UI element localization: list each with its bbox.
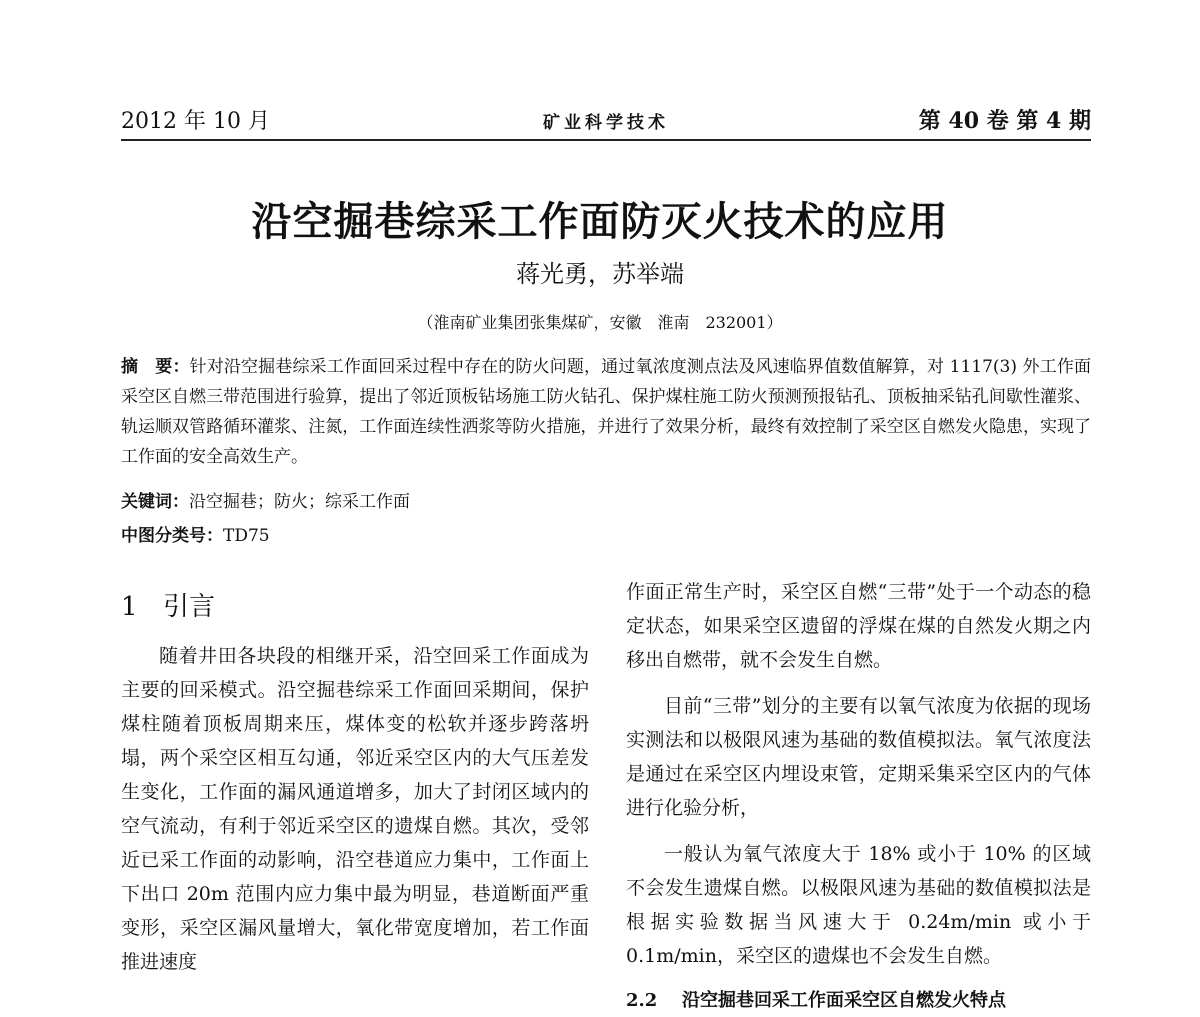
section-number: 1	[121, 592, 138, 622]
author-affiliation: （淮南矿业集团张集煤矿，安徽 淮南 232001）	[417, 313, 783, 332]
paper-title: 沿空掘巷综采工作面防灭火技术的应用	[251, 198, 949, 245]
keywords-text: 沿空掘巷；防火；综采工作面	[189, 492, 410, 512]
right-paragraph-3: 一般认为氧气浓度大于 18% 或小于 10% 的区域不会发生遗煤自燃。以极限风速为基础的数值模拟法是根据实验数据当风速大于 0.24m/min 或小于 0.1m/min，采空区的遗煤也不会发生自燃。	[626, 843, 1091, 967]
header-divider	[121, 139, 1091, 141]
subsection-heading	[626, 985, 1091, 1017]
paper-authors: 蒋光勇，苏举端	[516, 260, 684, 288]
header-journal: 矿业科学技术	[543, 113, 669, 133]
abstract-block	[121, 352, 1091, 472]
section-title: 引言	[163, 592, 216, 622]
right-paragraph-2: 目前“三带”划分的主要有以氧气浓度为依据的现场实测法和以极限风速为基础的数值模拟法。氧气浓度法是通过在采空区内埋设束管，定期采集采空区内的气体进行化验分析，	[626, 695, 1091, 819]
keywords-line	[121, 487, 1091, 512]
keywords-label: 关键词：	[121, 492, 189, 512]
abstract-label: 摘 要：	[121, 357, 190, 377]
subsection-number: 2.2	[626, 990, 658, 1011]
classification-label: 中图分类号：	[121, 526, 223, 546]
header-issue: 第 40 卷 第 4 期	[918, 108, 1091, 134]
right-paragraph-1: 作面正常生产时，采空区自燃“三带”处于一个动态的稳定状态，如果采空区遗留的浮煤在煤的自然发火期之内移出自燃带，就不会发生自燃。	[626, 581, 1091, 671]
left-column	[121, 585, 589, 991]
right-column	[626, 575, 1091, 1017]
header-date: 2012 年 10 月	[121, 109, 270, 134]
section-paragraph: 随着井田各块段的相继开采，沿空回采工作面成为主要的回采模式。沿空掘巷综采工作面回采期间，保护煤柱随着顶板周期来压，煤体变的松软并逐步跨落坍塌，两个采空区相互勾通，邻近采空区内的大气压差发生变化，工作面的漏风通道增多，加大了封闭区域内的空气流动，有利于邻近采空区的遗煤自燃。其次，受邻近已采工作面的动影响，沿空巷道应力集中，工作面上下出口 20m 范围内应力集中最为明显，巷道断面严重变形，采空区漏风量增大，氧化带宽度增加，若工作面推进速度	[121, 645, 589, 973]
section-heading	[121, 585, 589, 629]
running-header	[121, 104, 1091, 138]
classification-line	[121, 521, 1091, 546]
subsection-title: 沿空掘巷回采工作面采空区自燃发火特点	[682, 990, 1006, 1011]
classification-text: TD75	[223, 526, 270, 546]
abstract-text: 针对沿空掘巷综采工作面回采过程中存在的防火问题，通过氧浓度测点法及风速临界值数值解算，对 1117(3) 外工作面采空区自燃三带范围进行验算，提出了邻近顶板钻场施工防火钻孔、保护煤柱施工防火预测预报钻孔、顶板抽采钻孔间歇性灌浆、轨运顺双管路循环灌浆、注氮，工作面连续性洒浆等防火措施，并进行了效果分析，最终有效控制了采空区自燃发火隐患，实现了工作面的安全高效生产。	[121, 357, 1091, 467]
